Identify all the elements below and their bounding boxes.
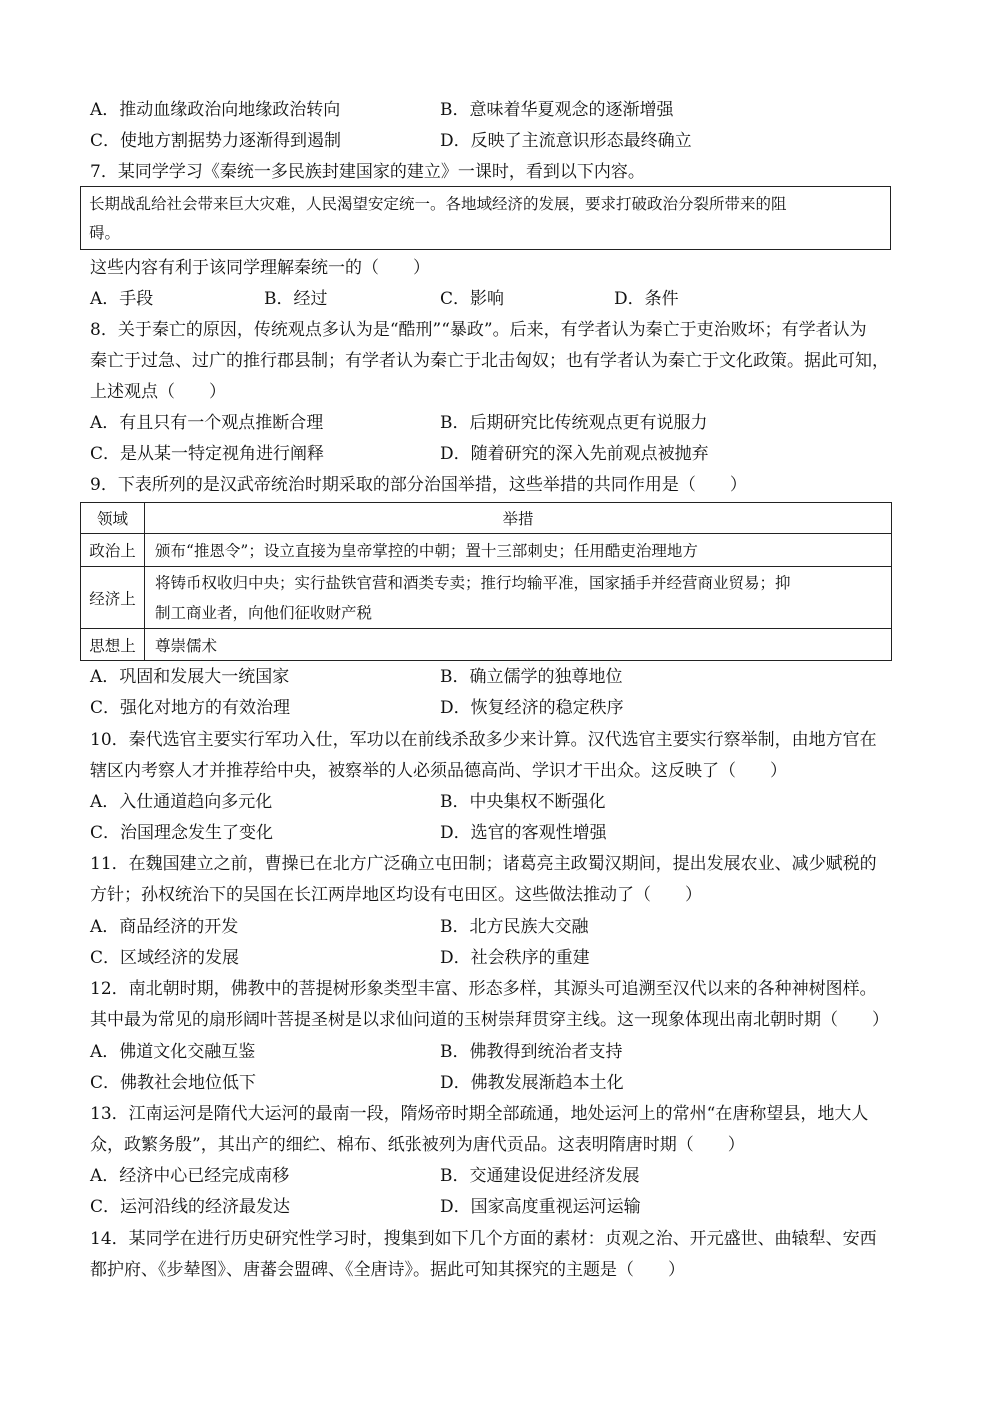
table-cell-field: 经济上 (81, 567, 145, 629)
q7-stem: 7．某同学学习《秦统一多民族封建国家的建立》一课时，看到以下内容。 (90, 162, 645, 182)
q7-question: 这些内容有利于该同学理解秦统一的（ ） (90, 258, 430, 278)
q7-option-d: D．条件 (614, 289, 679, 309)
table-cell-measure: 尊崇儒术 (145, 629, 892, 661)
q12-option-b: B．佛教得到统治者支持 (440, 1042, 623, 1062)
q11-option-c: C．区域经济的发展 (90, 948, 240, 968)
q10-option-a: A．入仕通道趋向多元化 (90, 792, 273, 812)
q10-stem-line1: 10．秦代选官主要实行军功入仕，军功以在前线杀敌多少来计算。汉代选官主要实行察举制，由地方官在 (90, 730, 877, 750)
q8-option-a: A．有且只有一个观点推断合理 (90, 413, 324, 433)
q11-option-a: A．商品经济的开发 (90, 917, 239, 937)
q10-option-b: B．中央集权不断强化 (440, 792, 606, 812)
q12-option-d: D．佛教发展渐趋本土化 (440, 1073, 624, 1093)
q9-option-a: A．巩固和发展大一统国家 (90, 667, 290, 687)
q6-option-c: C．使地方割据势力逐渐得到遏制 (90, 131, 342, 151)
q13-option-c: C．运河沿线的经济最发达 (90, 1197, 291, 1217)
q7-material-box (80, 186, 891, 250)
table-cell-measure: 颁布“推恩令”；设立直接为皇帝掌控的中朝；置十三部刺史；任用酷吏治理地方 (145, 534, 892, 567)
q9-option-b: B．确立儒学的独尊地位 (440, 667, 623, 687)
table-cell-measure-line2: 制工商业者，向他们征收财产税 (155, 603, 373, 622)
table-cell-field: 政治上 (81, 534, 145, 567)
q13-option-b: B．交通建设促进经济发展 (440, 1166, 640, 1186)
table-row (81, 567, 892, 629)
table-row (81, 629, 892, 661)
q6-option-d: D．反映了主流意识形态最终确立 (440, 131, 692, 151)
q10-stem-line2: 辖区内考察人才并推荐给中央，被察举的人必须品德高尚、学识才干出众。这反映了（ ） (90, 761, 787, 781)
q9-stem: 9．下表所列的是汉武帝统治时期采取的部分治国举措，这些举措的共同作用是（ ） (90, 475, 747, 495)
table-cell-measure (145, 567, 892, 629)
q12-option-c: C．佛教社会地位低下 (90, 1073, 257, 1093)
q6-option-a: A．推动血缘政治向地缘政治转向 (90, 100, 341, 120)
q13-option-d: D．国家高度重视运河运输 (440, 1197, 641, 1217)
q9-option-c: C．强化对地方的有效治理 (90, 698, 291, 718)
q7-material-line2: 碍。 (89, 224, 121, 242)
q8-stem-line2: 秦亡于过急、过广的推行郡县制；有学者认为秦亡于北击匈奴；也有学者认为秦亡于文化政策。据此可知， (90, 351, 889, 371)
table-header-measure: 举措 (145, 503, 892, 534)
q6-option-b: B．意味着华夏观念的逐渐增强 (440, 100, 674, 120)
q10-option-c: C．治国理念发生了变化 (90, 823, 274, 843)
q11-option-b: B．北方民族大交融 (440, 917, 589, 937)
q11-stem-line1: 11．在魏国建立之前，曹操已在北方广泛确立屯田制；诸葛亮主政蜀汉期间，提出发展农业、减少赋税的 (90, 854, 877, 874)
q13-option-a: A．经济中心已经完成南移 (90, 1166, 290, 1186)
q9-measures-table (80, 502, 892, 661)
q14-stem-line1: 14．某同学在进行历史研究性学习时，搜集到如下几个方面的素材：贞观之治、开元盛世、曲辕犁、安西 (90, 1229, 877, 1249)
q13-stem-line1: 13．江南运河是隋代大运河的最南一段，隋炀帝时期全部疏通，地处运河上的常州“在唐称望县，地大人 (90, 1104, 869, 1124)
q8-option-b: B．后期研究比传统观点更有说服力 (440, 413, 708, 433)
q12-stem-line2: 其中最为常见的扇形阔叶菩提圣树是以求仙问道的玉树崇拜贯穿主线。这一现象体现出南北朝时期（ ） (90, 1010, 889, 1030)
q8-stem-line1: 8．关于秦亡的原因，传统观点多认为是“酷刑”“暴政”。后来，有学者认为秦亡于吏治败坏；有学者认为 (90, 320, 867, 340)
q8-stem-line3: 上述观点（ ） (90, 382, 226, 402)
q12-stem-line1: 12．南北朝时期，佛教中的菩提树形象类型丰富、形态多样，其源头可追溯至汉代以来的各种神树图样。 (90, 979, 877, 999)
q7-option-b: B．经过 (264, 289, 328, 309)
q8-option-d: D．随着研究的深入先前观点被抛弃 (440, 444, 709, 464)
q13-stem-line2: 众，政繁务殷”，其出产的细纻、棉布、纸张被列为唐代贡品。这表明隋唐时期（ ） (90, 1135, 745, 1155)
q9-option-d: D．恢复经济的稳定秩序 (440, 698, 624, 718)
q7-option-a: A．手段 (90, 289, 154, 309)
q7-option-c: C．影响 (440, 289, 505, 309)
q11-stem-line2: 方针；孙权统治下的吴国在长江两岸地区均设有屯田区。这些做法推动了（ ） (90, 885, 702, 905)
table-cell-measure-line1: 将铸币权收归中央；实行盐铁官营和酒类专卖；推行均输平准，国家插手并经营商业贸易；抑 (155, 573, 791, 592)
table-header-field: 领域 (81, 503, 145, 534)
q7-material-line1: 长期战乱给社会带来巨大灾难，人民渴望安定统一。各地域经济的发展，要求打破政治分裂所带来的阻 (89, 195, 787, 213)
q12-option-a: A．佛道文化交融互鉴 (90, 1042, 256, 1062)
q8-option-c: C．是从某一特定视角进行阐释 (90, 444, 325, 464)
q10-option-d: D．选官的客观性增强 (440, 823, 607, 843)
q14-stem-line2: 都护府、《步辇图》、唐蕃会盟碑、《全唐诗》。据此可知其探究的主题是（ ） (90, 1260, 685, 1280)
q11-option-d: D．社会秩序的重建 (440, 948, 590, 968)
table-header-row (81, 503, 892, 534)
table-cell-field: 思想上 (81, 629, 145, 661)
table-row (81, 534, 892, 567)
